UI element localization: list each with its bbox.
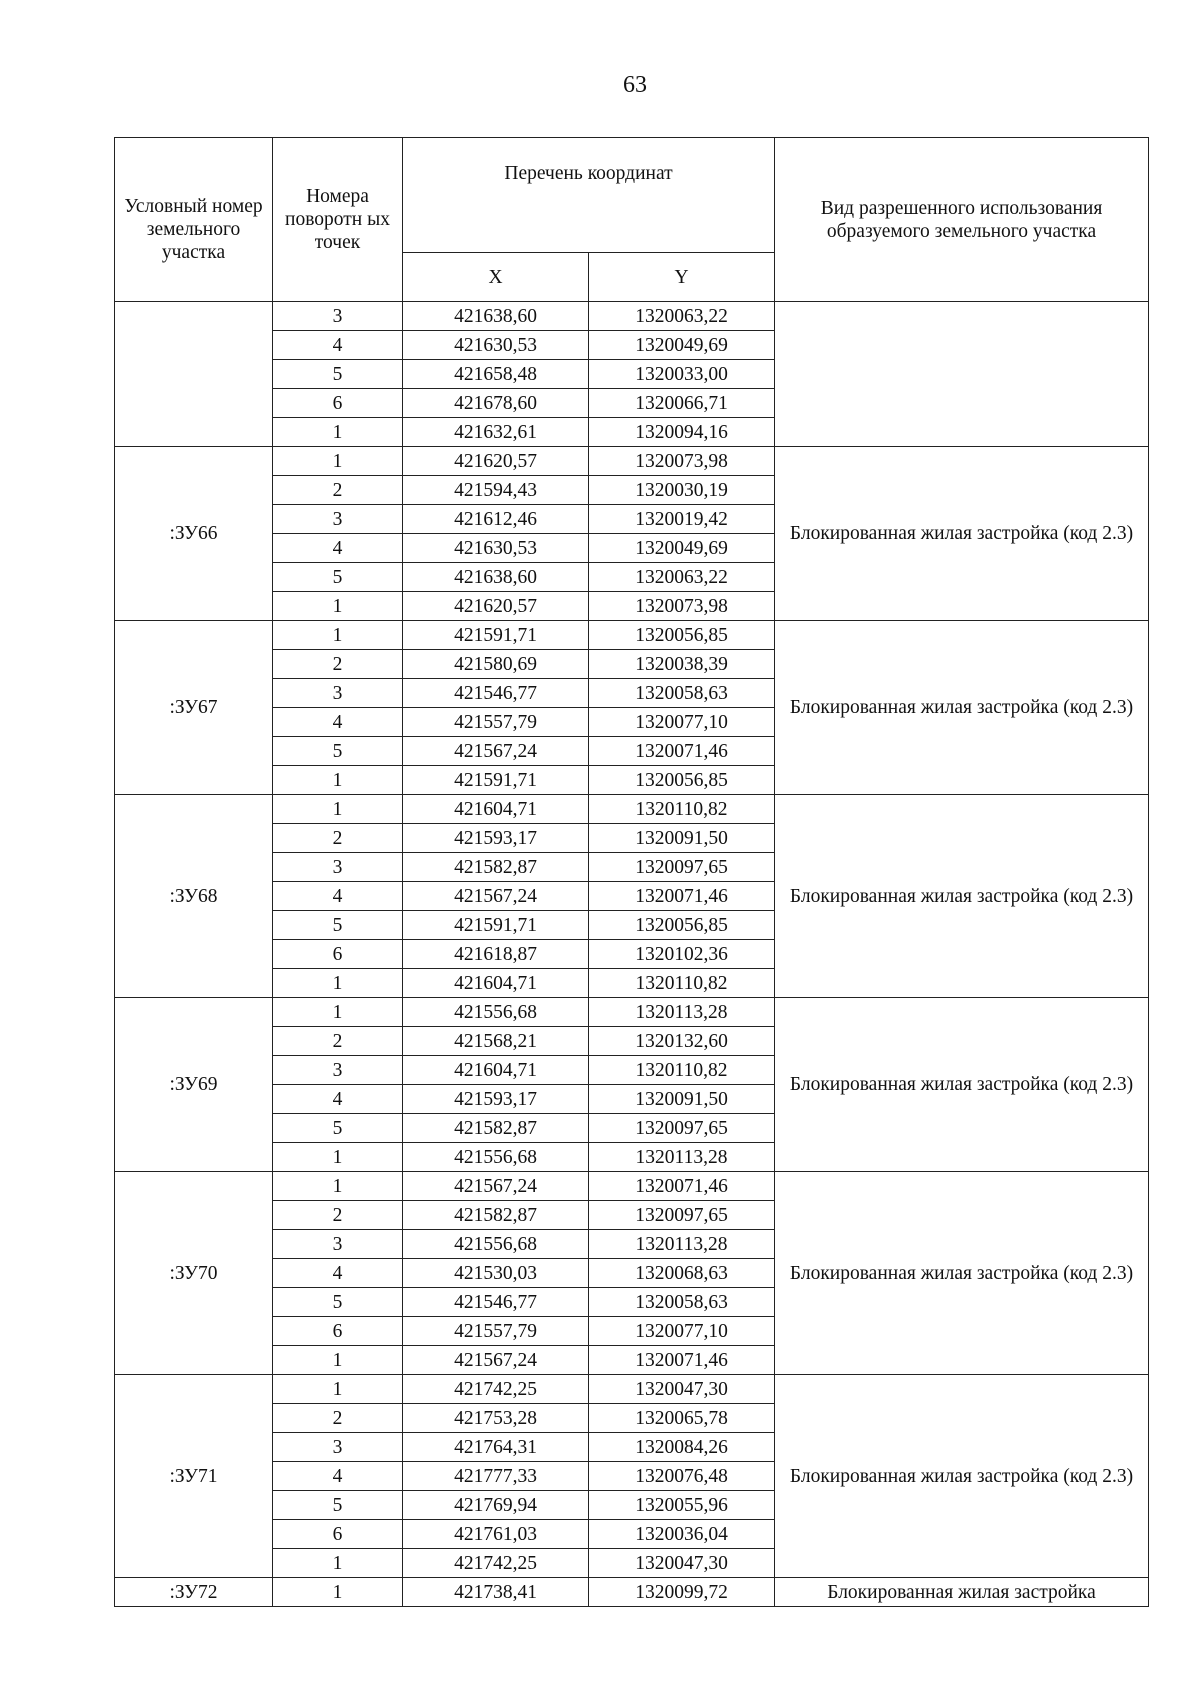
- y-coordinate-cell: 1320077,10: [589, 708, 775, 737]
- y-coordinate-cell: 1320113,28: [589, 998, 775, 1027]
- point-number-cell: 1: [273, 766, 403, 795]
- x-coordinate-cell: 421567,24: [403, 1346, 589, 1375]
- header-permitted-use: Вид разрешенного использования образуемого земельного участка: [775, 138, 1149, 302]
- x-coordinate-cell: 421567,24: [403, 1172, 589, 1201]
- point-number-cell: 1: [273, 1549, 403, 1578]
- x-coordinate-cell: 421769,94: [403, 1491, 589, 1520]
- point-number-cell: 3: [273, 1230, 403, 1259]
- header-x: X: [403, 253, 589, 302]
- y-coordinate-cell: 1320113,28: [589, 1230, 775, 1259]
- y-coordinate-cell: 1320055,96: [589, 1491, 775, 1520]
- point-number-cell: 4: [273, 534, 403, 563]
- page-number: 63: [623, 72, 647, 98]
- y-coordinate-cell: 1320036,04: [589, 1520, 775, 1549]
- point-number-cell: 1: [273, 1578, 403, 1607]
- x-coordinate-cell: 421568,21: [403, 1027, 589, 1056]
- x-coordinate-cell: 421580,69: [403, 650, 589, 679]
- point-number-cell: 1: [273, 1346, 403, 1375]
- y-coordinate-cell: 1320097,65: [589, 853, 775, 882]
- point-number-cell: 5: [273, 360, 403, 389]
- y-coordinate-cell: 1320071,46: [589, 737, 775, 766]
- y-coordinate-cell: 1320038,39: [589, 650, 775, 679]
- x-coordinate-cell: 421658,48: [403, 360, 589, 389]
- y-coordinate-cell: 1320063,22: [589, 563, 775, 592]
- parcel-number-cell: :ЗУ71: [115, 1375, 273, 1578]
- table-body: [115, 302, 1149, 1607]
- y-coordinate-cell: 1320056,85: [589, 911, 775, 940]
- point-number-cell: 5: [273, 737, 403, 766]
- point-number-cell: 5: [273, 911, 403, 940]
- y-coordinate-cell: 1320056,85: [589, 621, 775, 650]
- point-number-cell: 1: [273, 1143, 403, 1172]
- x-coordinate-cell: 421582,87: [403, 1201, 589, 1230]
- parcel-number-cell: :ЗУ68: [115, 795, 273, 998]
- point-number-cell: 3: [273, 853, 403, 882]
- y-coordinate-cell: 1320084,26: [589, 1433, 775, 1462]
- y-coordinate-cell: 1320066,71: [589, 389, 775, 418]
- point-number-cell: 4: [273, 1085, 403, 1114]
- table-row: [115, 447, 1149, 476]
- y-coordinate-cell: 1320071,46: [589, 882, 775, 911]
- y-coordinate-cell: 1320047,30: [589, 1549, 775, 1578]
- table-row: [115, 795, 1149, 824]
- point-number-cell: 4: [273, 882, 403, 911]
- y-coordinate-cell: 1320132,60: [589, 1027, 775, 1056]
- y-coordinate-cell: 1320097,65: [589, 1114, 775, 1143]
- table-row: [115, 1172, 1149, 1201]
- parcel-number-cell: :ЗУ70: [115, 1172, 273, 1375]
- x-coordinate-cell: 421678,60: [403, 389, 589, 418]
- point-number-cell: 1: [273, 795, 403, 824]
- point-number-cell: 6: [273, 1520, 403, 1549]
- y-coordinate-cell: 1320073,98: [589, 592, 775, 621]
- point-number-cell: 2: [273, 476, 403, 505]
- x-coordinate-cell: 421591,71: [403, 766, 589, 795]
- x-coordinate-cell: 421591,71: [403, 911, 589, 940]
- point-number-cell: 4: [273, 331, 403, 360]
- x-coordinate-cell: 421556,68: [403, 998, 589, 1027]
- header-turning-points: Номера поворотн ых точек: [273, 138, 403, 302]
- y-coordinate-cell: 1320065,78: [589, 1404, 775, 1433]
- point-number-cell: 1: [273, 592, 403, 621]
- point-number-cell: 4: [273, 1259, 403, 1288]
- y-coordinate-cell: 1320071,46: [589, 1346, 775, 1375]
- point-number-cell: 6: [273, 1317, 403, 1346]
- header-parcel-number: Условный номер земельного участка: [115, 138, 273, 302]
- x-coordinate-cell: 421638,60: [403, 563, 589, 592]
- x-coordinate-cell: 421612,46: [403, 505, 589, 534]
- x-coordinate-cell: 421582,87: [403, 853, 589, 882]
- header-y: Y: [589, 253, 775, 302]
- x-coordinate-cell: 421604,71: [403, 969, 589, 998]
- point-number-cell: 1: [273, 1375, 403, 1404]
- y-coordinate-cell: 1320097,65: [589, 1201, 775, 1230]
- point-number-cell: 3: [273, 1433, 403, 1462]
- point-number-cell: 3: [273, 505, 403, 534]
- x-coordinate-cell: 421604,71: [403, 1056, 589, 1085]
- x-coordinate-cell: 421557,79: [403, 708, 589, 737]
- permitted-use-cell: Блокированная жилая застройка: [775, 1578, 1149, 1607]
- x-coordinate-cell: 421594,43: [403, 476, 589, 505]
- x-coordinate-cell: 421738,41: [403, 1578, 589, 1607]
- permitted-use-cell: [775, 302, 1149, 447]
- x-coordinate-cell: 421742,25: [403, 1549, 589, 1578]
- point-number-cell: 5: [273, 563, 403, 592]
- y-coordinate-cell: 1320033,00: [589, 360, 775, 389]
- x-coordinate-cell: 421620,57: [403, 447, 589, 476]
- point-number-cell: 2: [273, 824, 403, 853]
- parcel-number-cell: [115, 302, 273, 447]
- coordinates-table: [114, 137, 1149, 1607]
- y-coordinate-cell: 1320077,10: [589, 1317, 775, 1346]
- x-coordinate-cell: 421761,03: [403, 1520, 589, 1549]
- y-coordinate-cell: 1320068,63: [589, 1259, 775, 1288]
- y-coordinate-cell: 1320049,69: [589, 534, 775, 563]
- permitted-use-cell: Блокированная жилая застройка (код 2.3): [775, 1375, 1149, 1578]
- point-number-cell: 6: [273, 389, 403, 418]
- x-coordinate-cell: 421591,71: [403, 621, 589, 650]
- y-coordinate-cell: 1320099,72: [589, 1578, 775, 1607]
- x-coordinate-cell: 421620,57: [403, 592, 589, 621]
- point-number-cell: 4: [273, 1462, 403, 1491]
- point-number-cell: 3: [273, 302, 403, 331]
- point-number-cell: 3: [273, 679, 403, 708]
- x-coordinate-cell: 421777,33: [403, 1462, 589, 1491]
- y-coordinate-cell: 1320056,85: [589, 766, 775, 795]
- y-coordinate-cell: 1320110,82: [589, 969, 775, 998]
- point-number-cell: 5: [273, 1491, 403, 1520]
- permitted-use-cell: Блокированная жилая застройка (код 2.3): [775, 1172, 1149, 1375]
- y-coordinate-cell: 1320110,82: [589, 1056, 775, 1085]
- point-number-cell: 1: [273, 621, 403, 650]
- parcel-number-cell: :ЗУ69: [115, 998, 273, 1172]
- y-coordinate-cell: 1320058,63: [589, 679, 775, 708]
- y-coordinate-cell: 1320091,50: [589, 1085, 775, 1114]
- x-coordinate-cell: 421567,24: [403, 882, 589, 911]
- x-coordinate-cell: 421764,31: [403, 1433, 589, 1462]
- y-coordinate-cell: 1320019,42: [589, 505, 775, 534]
- point-number-cell: 2: [273, 1201, 403, 1230]
- x-coordinate-cell: 421618,87: [403, 940, 589, 969]
- x-coordinate-cell: 421582,87: [403, 1114, 589, 1143]
- point-number-cell: 2: [273, 1404, 403, 1433]
- point-number-cell: 1: [273, 969, 403, 998]
- table-row: [115, 1375, 1149, 1404]
- x-coordinate-cell: 421593,17: [403, 824, 589, 853]
- x-coordinate-cell: 421604,71: [403, 795, 589, 824]
- table-row: [115, 621, 1149, 650]
- table-row: [115, 998, 1149, 1027]
- point-number-cell: 6: [273, 940, 403, 969]
- x-coordinate-cell: 421632,61: [403, 418, 589, 447]
- y-coordinate-cell: 1320113,28: [589, 1143, 775, 1172]
- y-coordinate-cell: 1320058,63: [589, 1288, 775, 1317]
- table-row: [115, 302, 1149, 331]
- y-coordinate-cell: 1320091,50: [589, 824, 775, 853]
- table-row: [115, 1578, 1149, 1607]
- y-coordinate-cell: 1320049,69: [589, 331, 775, 360]
- parcel-number-cell: :ЗУ66: [115, 447, 273, 621]
- point-number-cell: 3: [273, 1056, 403, 1085]
- x-coordinate-cell: 421630,53: [403, 534, 589, 563]
- x-coordinate-cell: 421546,77: [403, 679, 589, 708]
- y-coordinate-cell: 1320030,19: [589, 476, 775, 505]
- y-coordinate-cell: 1320102,36: [589, 940, 775, 969]
- header-coordinates: Перечень координат: [403, 138, 775, 253]
- x-coordinate-cell: 421556,68: [403, 1230, 589, 1259]
- y-coordinate-cell: 1320110,82: [589, 795, 775, 824]
- point-number-cell: 1: [273, 998, 403, 1027]
- y-coordinate-cell: 1320063,22: [589, 302, 775, 331]
- y-coordinate-cell: 1320047,30: [589, 1375, 775, 1404]
- x-coordinate-cell: 421556,68: [403, 1143, 589, 1172]
- y-coordinate-cell: 1320076,48: [589, 1462, 775, 1491]
- x-coordinate-cell: 421638,60: [403, 302, 589, 331]
- permitted-use-cell: Блокированная жилая застройка (код 2.3): [775, 998, 1149, 1172]
- x-coordinate-cell: 421630,53: [403, 331, 589, 360]
- permitted-use-cell: Блокированная жилая застройка (код 2.3): [775, 447, 1149, 621]
- x-coordinate-cell: 421593,17: [403, 1085, 589, 1114]
- x-coordinate-cell: 421530,03: [403, 1259, 589, 1288]
- y-coordinate-cell: 1320071,46: [589, 1172, 775, 1201]
- y-coordinate-cell: 1320094,16: [589, 418, 775, 447]
- point-number-cell: 2: [273, 1027, 403, 1056]
- point-number-cell: 1: [273, 418, 403, 447]
- point-number-cell: 1: [273, 1172, 403, 1201]
- x-coordinate-cell: 421557,79: [403, 1317, 589, 1346]
- x-coordinate-cell: 421546,77: [403, 1288, 589, 1317]
- x-coordinate-cell: 421567,24: [403, 737, 589, 766]
- parcel-number-cell: :ЗУ72: [115, 1578, 273, 1607]
- point-number-cell: 1: [273, 447, 403, 476]
- x-coordinate-cell: 421753,28: [403, 1404, 589, 1433]
- permitted-use-cell: Блокированная жилая застройка (код 2.3): [775, 795, 1149, 998]
- parcel-number-cell: :ЗУ67: [115, 621, 273, 795]
- point-number-cell: 5: [273, 1288, 403, 1317]
- point-number-cell: 5: [273, 1114, 403, 1143]
- y-coordinate-cell: 1320073,98: [589, 447, 775, 476]
- x-coordinate-cell: 421742,25: [403, 1375, 589, 1404]
- point-number-cell: 2: [273, 650, 403, 679]
- point-number-cell: 4: [273, 708, 403, 737]
- permitted-use-cell: Блокированная жилая застройка (код 2.3): [775, 621, 1149, 795]
